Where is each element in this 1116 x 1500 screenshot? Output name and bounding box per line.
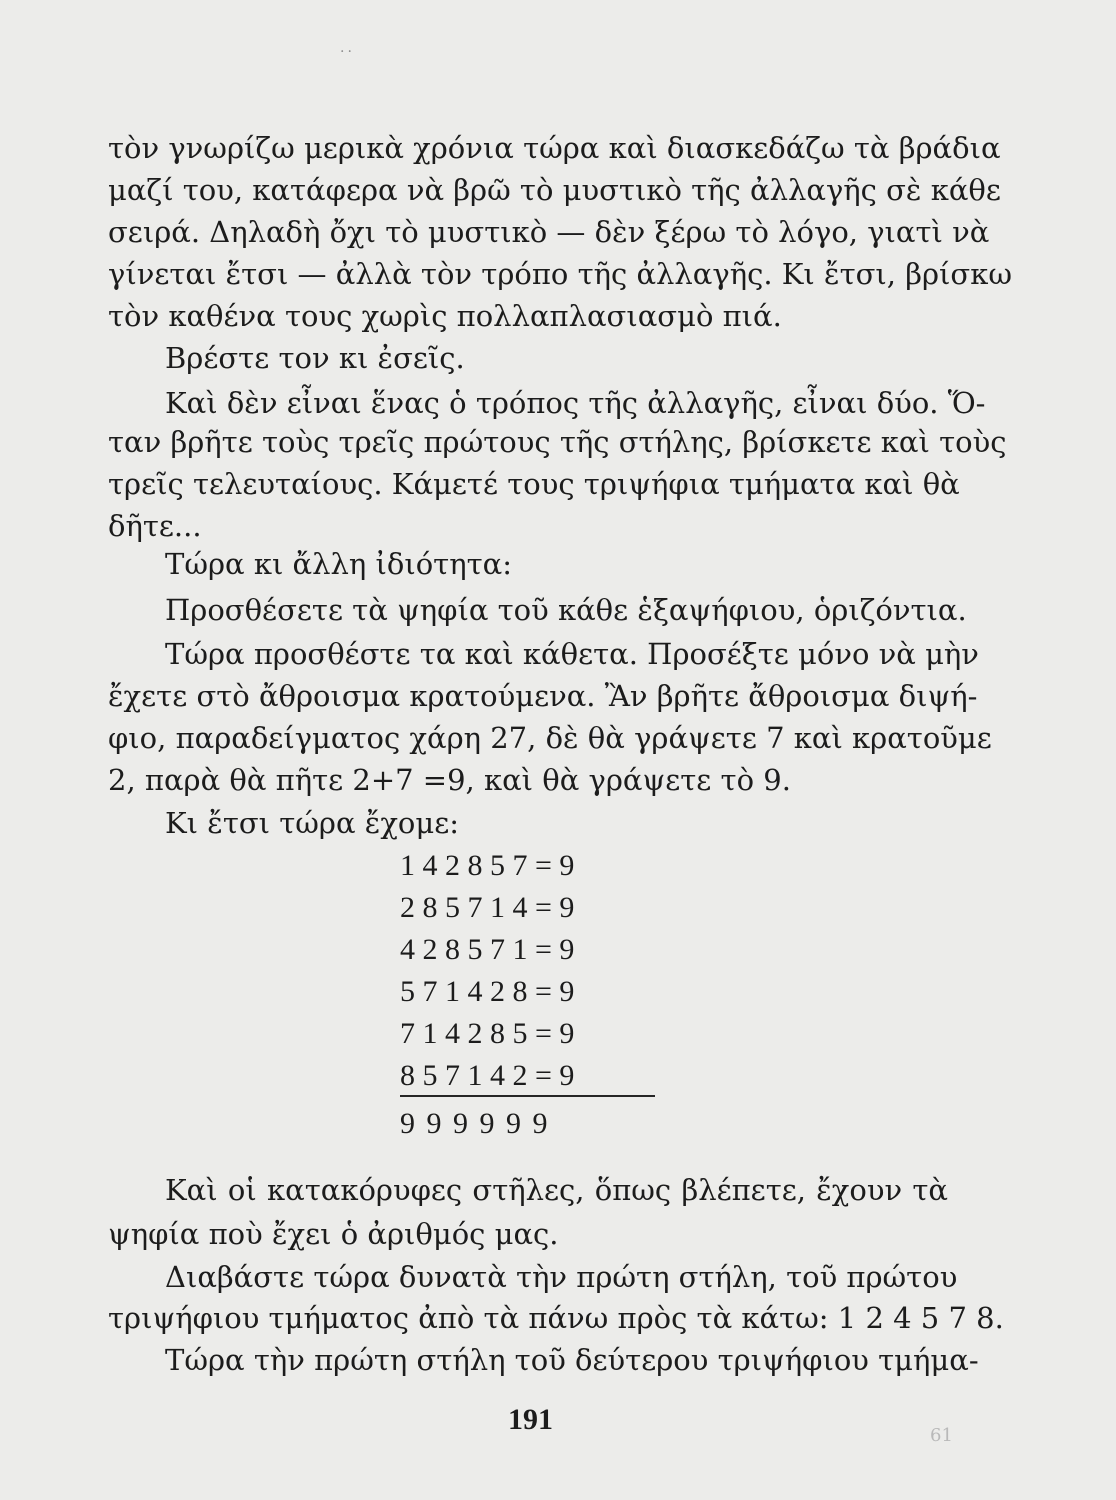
page-number: 191 <box>508 1403 553 1436</box>
text-line: Τώρα προσθέστε τα καὶ κάθετα. Προσέξτε μόνο νὰ μὴν <box>165 637 979 671</box>
text-line: τρεῖς τελευταίους. Κάμετέ τους τριψήφια τμήματα καὶ θὰ <box>108 467 960 501</box>
text-line: μαζί του, κατάφερα νὰ βρῶ τὸ μυστικὸ τῆς ἀλλαγῆς σὲ κάθε <box>108 173 1001 207</box>
sum-rule <box>400 1095 655 1097</box>
text-line: τὸν γνωρίζω μερικὰ χρόνια τώρα καὶ διασκεδάζω τὰ βράδια <box>108 131 1001 165</box>
text-line: Βρέστε τον κι ἐσεῖς. <box>165 341 465 375</box>
text-line: γίνεται ἔτσι — ἀλλὰ τὸν τρόπο τῆς ἀλλαγῆς. Κι ἔτσι, βρίσκω <box>108 257 1012 291</box>
text-line: Κι ἔτσι τώρα ἔχομε: <box>165 806 460 840</box>
sum-row: 7 1 4 2 8 5 = 9 <box>400 1017 575 1050</box>
sum-total: 9 9 9 9 9 9 <box>400 1107 550 1140</box>
sum-row: 1 4 2 8 5 7 = 9 <box>400 849 575 882</box>
text-line: τριψήφιου τμήματος ἀπὸ τὰ πάνω πρὸς τὰ κάτω: 1 2 4 5 7 8. <box>108 1301 1004 1335</box>
text-line: Τώρα τὴν πρώτη στήλη τοῦ δεύτερου τριψήφιου τμήμα- <box>165 1343 979 1377</box>
top-mark: .. <box>340 40 355 56</box>
bleed-through-mark: 61 <box>930 1425 953 1446</box>
text-line: Καὶ δὲν εἶναι ἕνας ὁ τρόπος τῆς ἀλλαγῆς, εἶναι δύο. Ὅ- <box>165 386 986 420</box>
text-line: δῆτε... <box>108 509 202 543</box>
text-line: Προσθέσετε τὰ ψηφία τοῦ κάθε ἑξαψήφιου, ὁριζόντια. <box>165 593 967 627</box>
text-line: 2, παρὰ θὰ πῆτε 2+7 =9, καὶ θὰ γράψετε τὸ 9. <box>108 763 791 797</box>
sum-row: 2 8 5 7 1 4 = 9 <box>400 891 575 924</box>
text-line: Τώρα κι ἄλλη ἰδιότητα: <box>165 547 512 581</box>
sum-row: 5 7 1 4 2 8 = 9 <box>400 975 575 1008</box>
sum-row: 8 5 7 1 4 2 = 9 <box>400 1059 575 1092</box>
text-line: ταν βρῆτε τοὺς τρεῖς πρώτους τῆς στήλης, βρίσκετε καὶ τοὺς <box>108 425 1007 459</box>
text-line: σειρά. Δηλαδὴ ὄχι τὸ μυστικὸ — δὲν ξέρω τὸ λόγο, γιατὶ νὰ <box>108 215 990 249</box>
text-line: ψηφία ποὺ ἔχει ὁ ἀριθμός μας. <box>108 1217 559 1251</box>
sum-row: 4 2 8 5 7 1 = 9 <box>400 933 575 966</box>
text-line: φιο, παραδείγματος χάρη 27, δὲ θὰ γράψετε 7 καὶ κρατοῦμε <box>108 721 992 755</box>
text-line: Καὶ οἱ κατακόρυφες στῆλες, ὅπως βλέπετε, ἔχουν τὰ <box>165 1173 948 1207</box>
text-line: τὸν καθένα τους χωρὶς πολλαπλασιασμὸ πιά. <box>108 299 782 333</box>
text-line: ἔχετε στὸ ἄθροισμα κρατούμενα. Ἂν βρῆτε ἄθροισμα διψή- <box>108 679 978 713</box>
text-line: Διαβάστε τώρα δυνατὰ τὴν πρώτη στήλη, τοῦ πρώτου <box>165 1260 958 1294</box>
